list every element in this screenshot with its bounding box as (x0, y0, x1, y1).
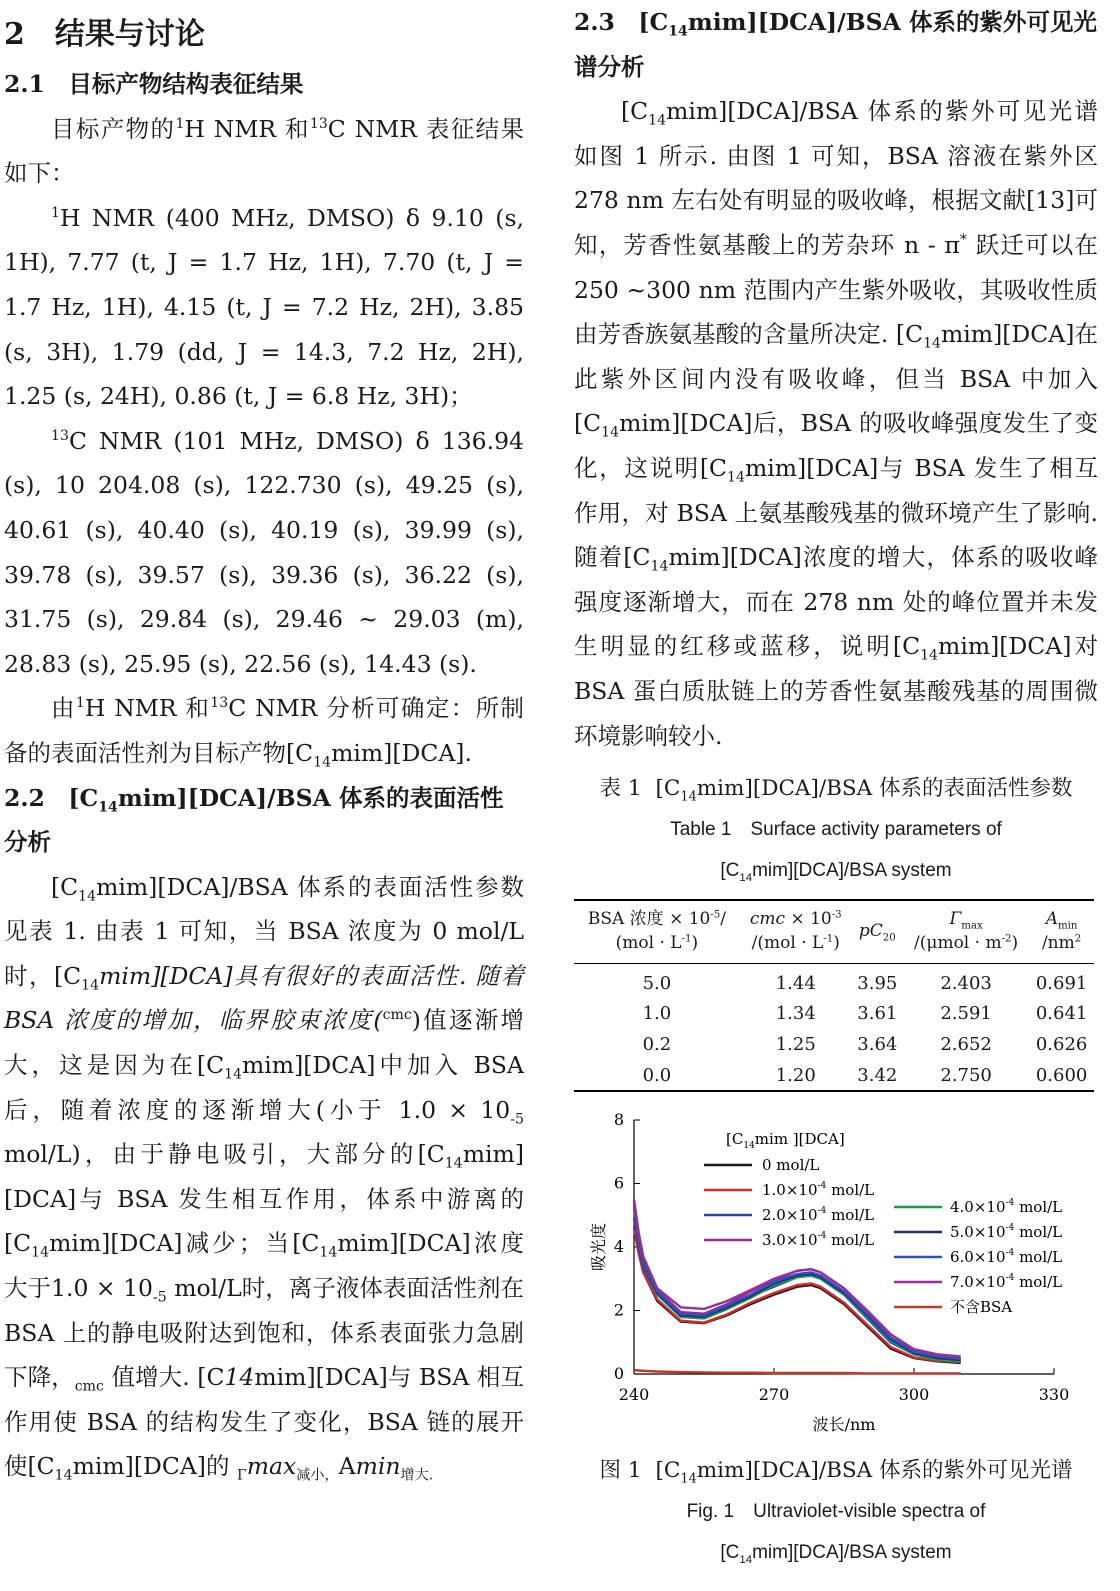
x-tick-label: 330 (1038, 1385, 1070, 1405)
table-cell: 3.95 (857, 972, 898, 994)
table-cell: 2.652 (940, 1034, 992, 1056)
table-caption-cn (574, 768, 1098, 809)
table-cell: 5.0 (642, 972, 672, 994)
figure-caption-cn-text: $[C_{14}mim][DCA]$/BSA 体系的紫外可见光谱 (655, 1458, 1073, 1487)
table-row (574, 1060, 1094, 1092)
paragraph-c-nmr: $^{13}$C NMR (101 MHz, DMSO) δ 136.94 (s), 10 204.08 (s), 122.730 (s), 49.25 (s), 40.61 (s), 40.40 (s), 40.19 (s), 39.99 (s), 39.78 (s), 39.57 (s), 39.36 (s), 36.22 (s), 31.75 (s), 29.84 (s), 29.46 ~ 29.03 (m), 28.83 (s), 25.95 (s), 22.56 (s), 14.43 (s). (4, 426, 524, 678)
subsection-2-2-heading: 2.2 $[C_{14}mim][DCA]$/BSA 体系的表面活性分析 (4, 783, 504, 857)
table-cell: 1.20 (775, 1064, 816, 1086)
x-tick-label: 240 (618, 1385, 650, 1405)
figure-caption-en: Fig. 1 Ultraviolet-visible spectra of (686, 1501, 986, 1523)
table-cell: 3.61 (857, 1003, 898, 1025)
legend-title: [$C_{14}mim$ ][DCA] (726, 1130, 845, 1152)
subsection-2-3-heading: 2.3 $[C_{14}mim][DCA]$/BSA 体系的紫外可见光谱分析 (574, 8, 1098, 81)
paragraph-surface-activity: $[C_{14}mim][DCA]$/BSA 体系的表面活性参数见表 1. 由表 1 可知，当 BSA 浓度为 0 mol/L 时，$[C_{14}mim][DCA]$具有很好的表面活性. 随着 BSA 浓度的增加，临界胶束浓度($^{cmc}$)值逐渐增大，这是因为在$[C_{14}mim][DCA]$中加入 BSA 后，随着浓度的逐渐增大(小于 $1.0 \times 10_{-5}$ mol/L)，由于静电吸引，大部分的$[C_{14}mim][DCA]$与 BSA 发生相互作用，体系中游离的$[C_{14}mim][DCA]$减少；当$[C_{14}mim][DCA]$浓度大于$1.0 \times 10_{-5}$ mol/L时，离子液体表面活性剂在 BSA 上的静电吸附达到饱和，体系表面张力急剧下降，$_{cmc}$ 值增大. [C14mim][DCA]与 BSA 相互作用使 BSA 的结构发生了变化，BSA 链的展开使$[C_{14}mim][DCA]$的 $_\Gamma\max_{减小,}Amin_{增大.}$ (4, 872, 525, 1485)
table-cell: 3.42 (857, 1064, 898, 1086)
legend-label: $2.0\times 10^{-4}$ mol/L (762, 1206, 875, 1225)
table-caption-en: Table 1 Surface activity parameters of (670, 819, 1002, 841)
table-cell: 1.25 (775, 1034, 816, 1056)
table-header-row (574, 900, 1094, 964)
table-row (574, 999, 1094, 1030)
table-cell: 1.34 (775, 1003, 816, 1025)
table-cell: 2.750 (940, 1064, 992, 1086)
table-cell: 1.44 (775, 972, 816, 994)
table-cell: 1.0 (642, 1003, 672, 1025)
paragraph-uv-vis: $[C_{14}mim][DCA]$/BSA 体系的紫外可见光谱如图 1 所示. 由图 1 可知，BSA 溶液在紫外区 278 nm 左右处有明显的吸收峰，根据文献[13]可知，芳香性氨基酸上的芳杂环 n - π* 跃迁可以在 250 ~300 nm 范围内产生紫外吸收，其吸收性质由芳香族氨基酸的含量所决定. $[C_{14}mim][DCA]$在此紫外区间内没有吸收峰，但当 BSA 中加入$[C_{14}mim][DCA]$后，BSA 的吸收峰强度发生了变化，这说明$[C_{14}mim][DCA]$与 BSA 发生了相互作用，对 BSA 上氨基酸残基的微环境产生了影响. 随着$[C_{14}mim][DCA]$浓度的增大，体系的吸收峰强度逐渐增大，而在 278 nm 处的峰位置并未发生明显的红移或蓝移，说明$[C_{14}mim][DCA]$对 BSA 蛋白质肽链上的芳香性氨基酸残基的周围微环境影响较小. (574, 97, 1098, 750)
table-cell: 0.0 (642, 1064, 672, 1086)
legend-label: $5.0\times 10^{-4}$ mol/L (950, 1223, 1063, 1242)
y-tick-label: 8 (613, 1110, 624, 1130)
table-cell: 0.600 (1035, 1064, 1088, 1086)
figure-caption-label: 图 1 (599, 1458, 642, 1484)
paragraph-h-nmr: $^1$H NMR (400 MHz, DMSO) δ 9.10 (s, 1H), 7.77 (t, J = 1.7 Hz, 1H), 7.70 (t, J = 1.7 Hz, 1H), 4.15 (t, J = 7.2 Hz, 2H), 3.85 (s, 3H), 1.79 (dd, J = 14.3, 7.2 Hz, 2H), 1.25 (s, 24H), 0.86 (t, J = 6.8 Hz, 3H)； (4, 203, 524, 411)
paragraph-nmr-intro: 目标产物的$^1$H NMR 和$^{13}$C NMR 表征结果如下： (4, 114, 524, 188)
legend-label: $3.0\times 10^{-4}$ mol/L (762, 1231, 875, 1250)
surface-activity-table (574, 899, 1094, 1092)
legend-label: $1.0\times 10^{-4}$ mol/L (762, 1181, 875, 1200)
table-row (574, 1029, 1094, 1060)
table-header-gamma: $\Gamma_{max}$ $/(\mu mol \cdot m^{-2})$ (914, 909, 1019, 954)
table-caption-en-2: $[C_{14}mim][DCA]$/BSA system (720, 860, 952, 884)
table-row (574, 964, 1094, 999)
table-header-pc20: $pC_{20}$ (858, 921, 896, 944)
x-axis-label: 波长/nm (812, 1415, 876, 1435)
paragraph-nmr-conclusion: 由$^1$H NMR 和$^{13}$C NMR 分析可确定：所制备的表面活性剂为目标产物$[C_{14}mim][DCA]$. (4, 694, 524, 771)
table-cell: 0.626 (1035, 1034, 1088, 1056)
table-cell: 0.691 (1035, 972, 1088, 994)
figure-caption-cn (574, 1450, 1098, 1491)
table-cell: 0.641 (1035, 1003, 1088, 1025)
series-line (634, 1371, 961, 1374)
subsection-2-1-heading: 2.1 目标产物结构表征结果 (4, 70, 304, 98)
uv-vis-chart (574, 1106, 1094, 1446)
legend-label: $4.0\times 10^{-4}$ mol/L (950, 1198, 1063, 1217)
section-heading: 2 结果与讨论 (4, 17, 205, 52)
series-line (634, 1206, 961, 1362)
series-line (634, 1201, 961, 1359)
table-cell: 0.2 (642, 1034, 672, 1056)
figure-caption-en-2: $[C_{14}mim][DCA]$/BSA system (720, 1542, 952, 1567)
legend-label: 不含BSA (950, 1298, 1013, 1317)
table-header-cmc: cmc × $10^{-3}$ $/(mol \cdot L^{-1})$ (749, 909, 842, 954)
table-header-amin: $A_{min}$ $/nm^2$ (1041, 909, 1082, 954)
table-header-bsa: BSA 浓度 × $10^{-5}/$ $(mol \cdot L^{-1})$ (587, 909, 727, 954)
y-tick-label: 4 (613, 1237, 624, 1257)
x-tick-label: 300 (898, 1385, 930, 1405)
table-cell: 2.403 (940, 972, 992, 994)
table-caption-cn-text: $[C_{14}mim][DCA]$/BSA 体系的表面活性参数 (655, 776, 1073, 805)
left-column (4, 0, 524, 1489)
y-tick-label: 6 (613, 1173, 624, 1193)
y-axis-label: 吸光度 (589, 1223, 608, 1272)
legend-label: 0 mol/L (762, 1156, 820, 1175)
table-cell: 3.64 (857, 1034, 898, 1056)
right-column (574, 0, 1098, 1573)
legend-label: $7.0\times 10^{-4}$ mol/L (950, 1273, 1063, 1292)
y-tick-label: 0 (613, 1364, 624, 1384)
table-cell: 2.591 (940, 1003, 992, 1025)
x-tick-label: 270 (758, 1385, 790, 1405)
table-caption-label: 表 1 (599, 776, 642, 802)
y-tick-label: 2 (613, 1300, 624, 1320)
legend-label: $6.0\times 10^{-4}$ mol/L (950, 1248, 1063, 1267)
